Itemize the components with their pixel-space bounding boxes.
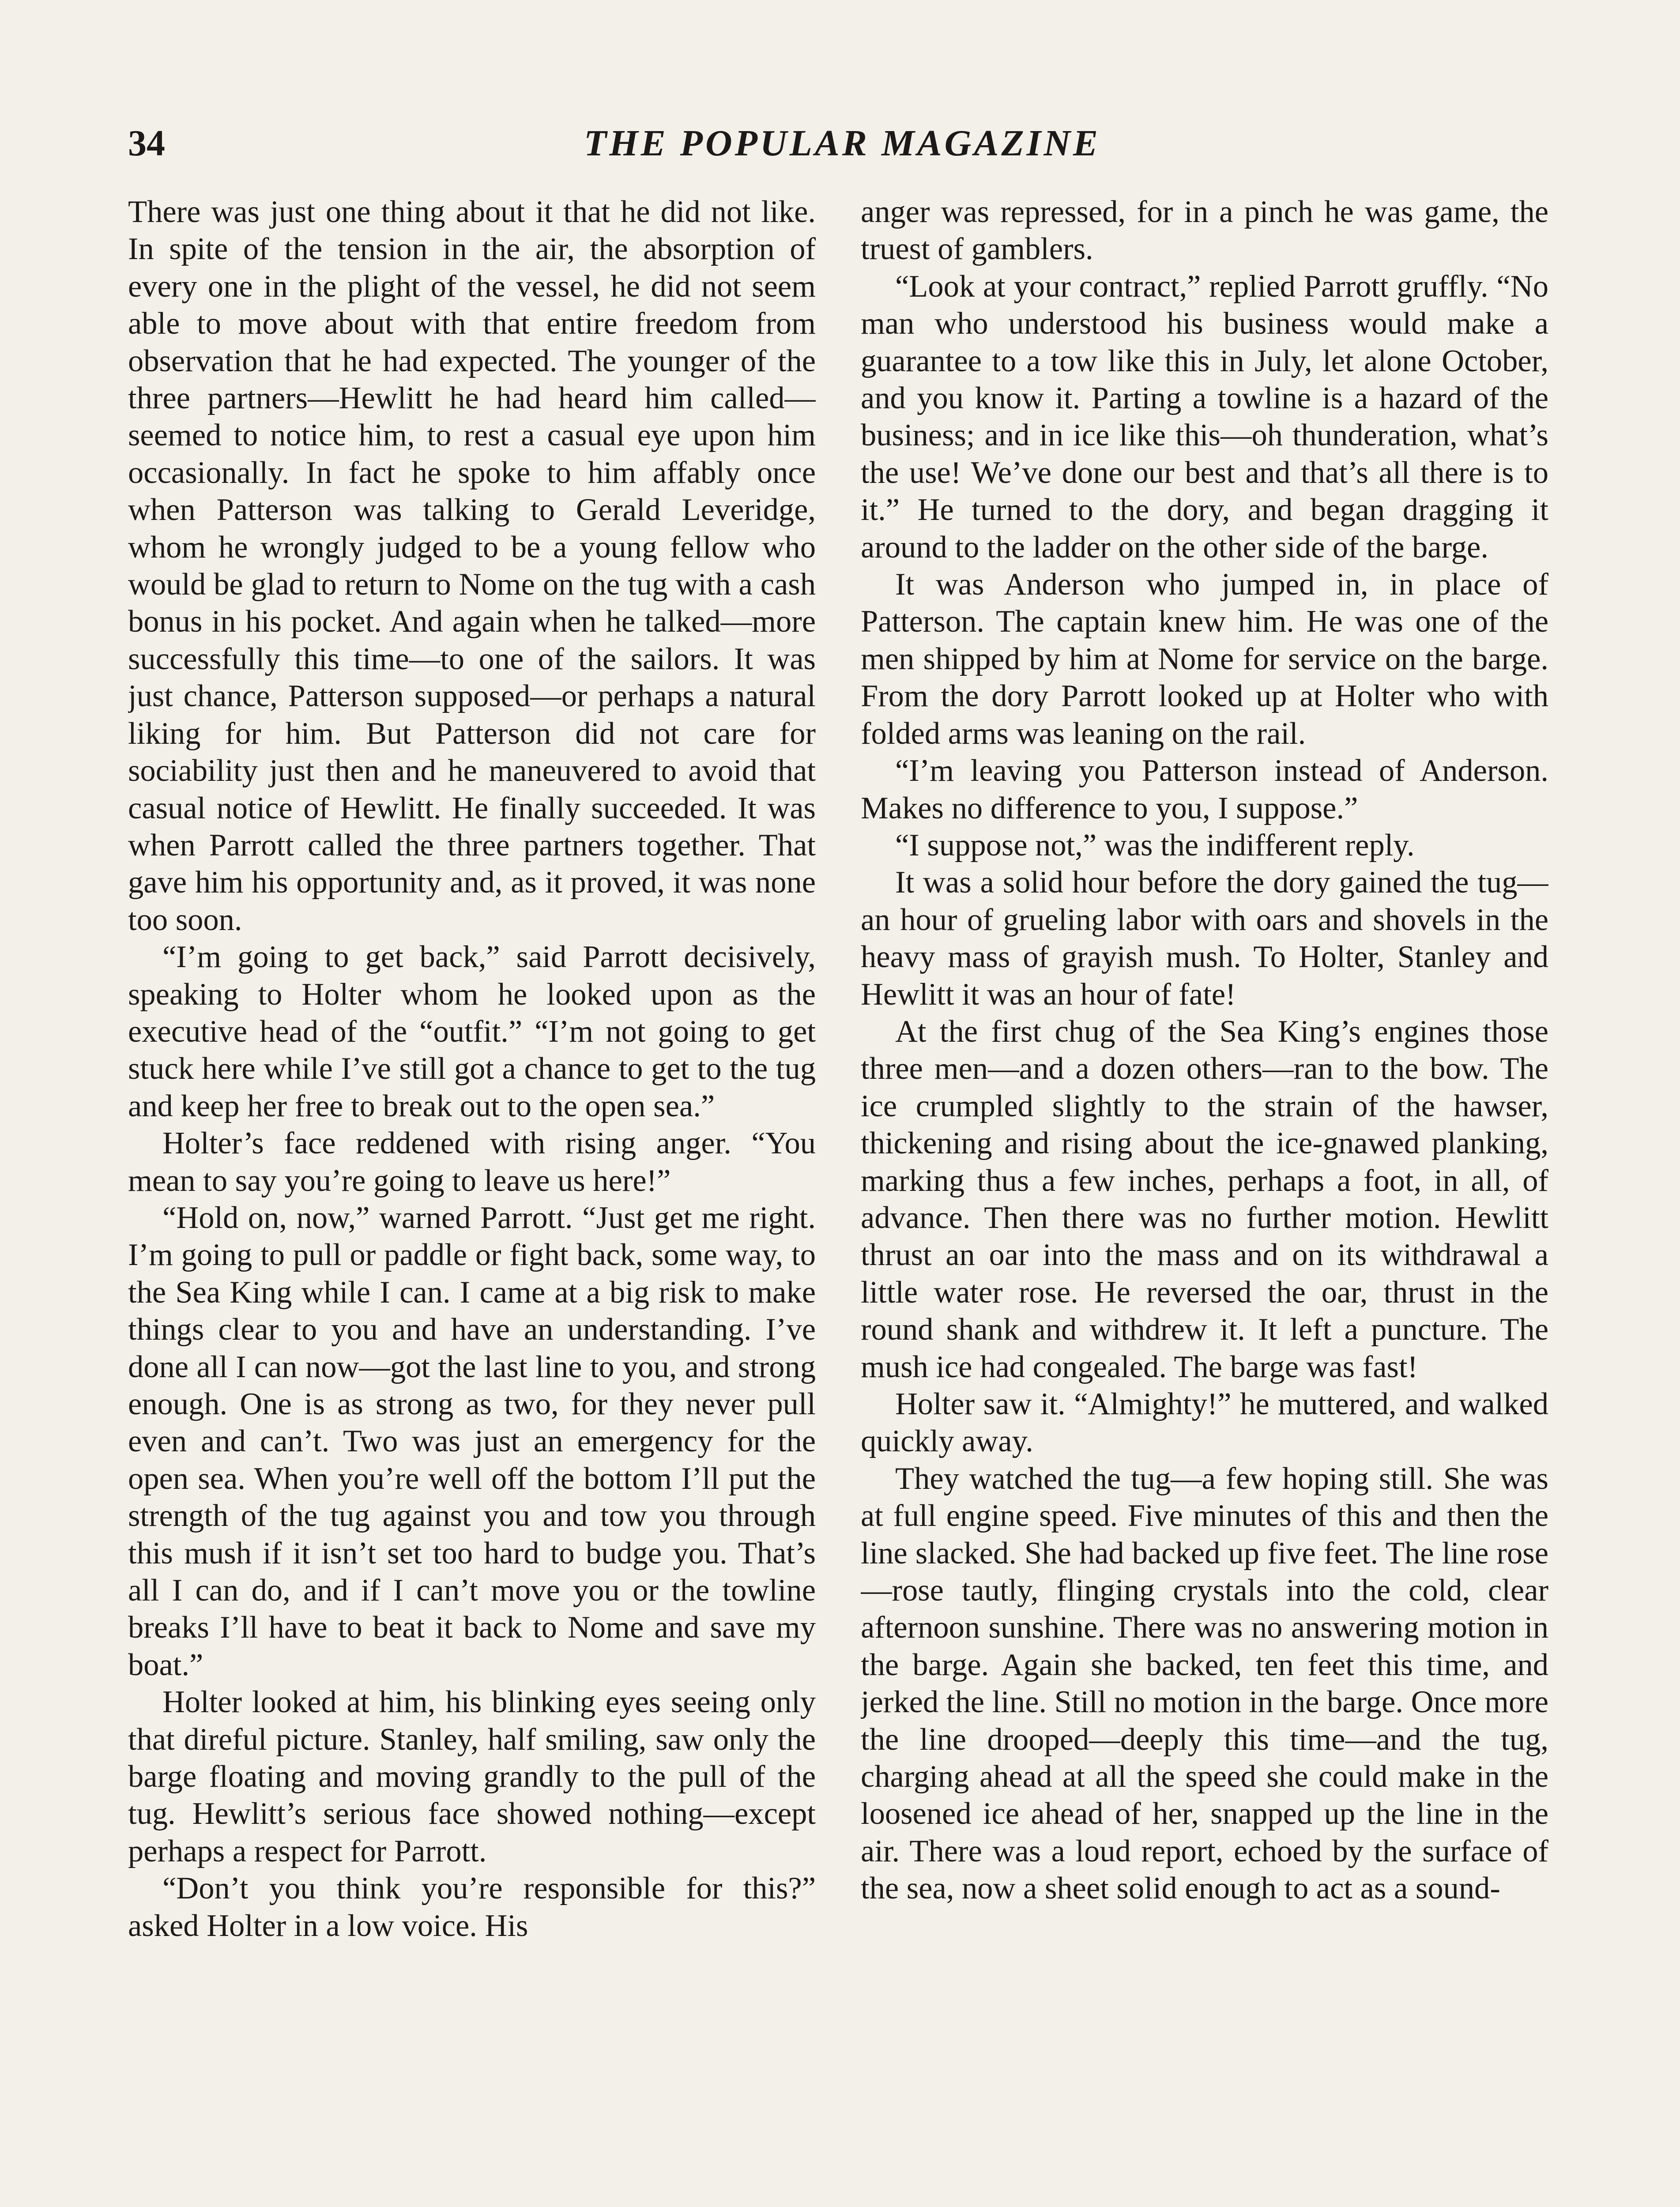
- paragraph: Holter’s face reddened with rising anger. “You mean to say you’re going to leave us here!”: [128, 1126, 816, 1198]
- right-column: [861, 193, 1548, 2207]
- left-column: [128, 193, 816, 2207]
- paragraph: There was just one thing about it that he did not like. In spite of the tension in the air, the absorption of every one in the plight of the vessel, he did not seem able to move about with that entire freedom from observation that he had expected. The younger of the three partners—Hewlitt he had heard him called—seemed to notice him, to rest a casual eye upon him occasionally. In fact he spoke to him affably once when Patterson was talking to Gerald Leveridge, whom he wrongly judged to be a young fellow who would be glad to return to Nome on the tug with a cash bonus in his pocket. And again when he talked—more successfully this time—to one of the sailors. It was just chance, Patterson supposed—or perhaps a natural liking for him. But Patterson did not care for sociability just then and he maneuvered to avoid that casual notice of Hewlitt. He finally succeeded. It was when Parrott called the three partners together. That gave him his opportunity and, as it proved, it was none too soon.: [128, 195, 816, 937]
- page-header: [128, 119, 1556, 168]
- paragraph: “I’m going to get back,” said Parrott decisively, speaking to Holter whom he looked upon as the executive head of the “outfit.” “I’m not going to get stuck here while I’ve still got a chance to get to the tug and keep her free to break out to the open sea.”: [128, 940, 816, 1123]
- page-number: 34: [128, 123, 165, 164]
- paragraph: It was Anderson who jumped in, in place of Patterson. The captain knew him. He was one of the men shipped by him at Nome for service on the barge. From the dory Parrott looked up at Holter who with folded arms was leaning on the rail.: [861, 567, 1548, 751]
- paragraph: “Don’t you think you’re responsible for this?” asked Holter in a low voice. His: [128, 1871, 816, 1943]
- paragraph: It was a solid hour before the dory gained the tug—an hour of grueling labor with oars and shovels in the heavy mass of grayish mush. To Holter, Stanley and Hewlitt it was an hour of fate!: [861, 865, 1548, 1012]
- running-head: THE POPULAR MAGAZINE: [584, 123, 1101, 164]
- paragraph: “Hold on, now,” warned Parrott. “Just get me right. I’m going to pull or paddle or fight back, some way, to the Sea King while I can. I came at a big risk to make things clear to you and have an understanding. I’ve done all I can now—got the last line to you, and strong enough. One is as strong as two, for they never pull even and can’t. Two was just an emergency for the open sea. When you’re well off the bottom I’ll put the strength of the tug against you and tow you through this mush if it isn’t set too hard to budge you. That’s all I can do, and if I can’t move you or the towline breaks I’ll have to beat it back to Nome and save my boat.”: [128, 1200, 816, 1682]
- paragraph: Holter saw it. “Almighty!” he muttered, and walked quickly away.: [861, 1387, 1548, 1459]
- paragraph: At the first chug of the Sea King’s engines those three men—and a dozen others—ran to the bow. The ice crumpled slightly to the strain of the hawser, thickening and rising about the ice-gnawed planking, marking thus a few inches, perhaps a foot, in all, of advance. Then there was no further motion. Hewlitt thrust an oar into the mass and on its withdrawal a little water rose. He reversed the oar, thrust in the round shank and withdrew it. It left a puncture. The mush ice had congealed. The barge was fast!: [861, 1014, 1548, 1384]
- paragraph: Holter looked at him, his blinking eyes seeing only that direful picture. Stanley, half smiling, saw only the barge floating and moving grandly to the pull of the tug. Hewlitt’s serious face showed nothing—except perhaps a respect for Parrott.: [128, 1685, 816, 1868]
- paragraph: “Look at your contract,” replied Parrott gruffly. “No man who understood his business would make a guarantee to a tow like this in July, let alone October, and you know it. Parting a towline is a hazard of the business; and in ice like this—oh thunderation, what’s the use! We’ve done our best and that’s all there is to it.” He turned to the dory, and began dragging it around to the ladder on the other side of the barge.: [861, 269, 1548, 565]
- paragraph: “I’m leaving you Patterson instead of Anderson. Makes no difference to you, I suppose.”: [861, 753, 1548, 825]
- paragraph: “I suppose not,” was the indifferent reply.: [895, 828, 1415, 862]
- paragraph: anger was repressed, for in a pinch he was game, the truest of gamblers.: [861, 195, 1548, 267]
- paragraph: They watched the tug—a few hoping still. She was at full engine speed. Five minutes of this and then the line slacked. She had backed up five feet. The line rose—rose tautly, flinging crystals into the cold, clear afternoon sunshine. There was no answering motion in the barge. Again she backed, ten feet this time, and jerked the line. Still no motion in the barge. Once more the line drooped—deeply this time—and the tug, charging ahead at all the speed she could make in the loosened ice ahead of her, snapped up the line in the air. There was a loud report, echoed by the surface of the sea, now a sheet solid enough to act as a sound-: [861, 1461, 1548, 1906]
